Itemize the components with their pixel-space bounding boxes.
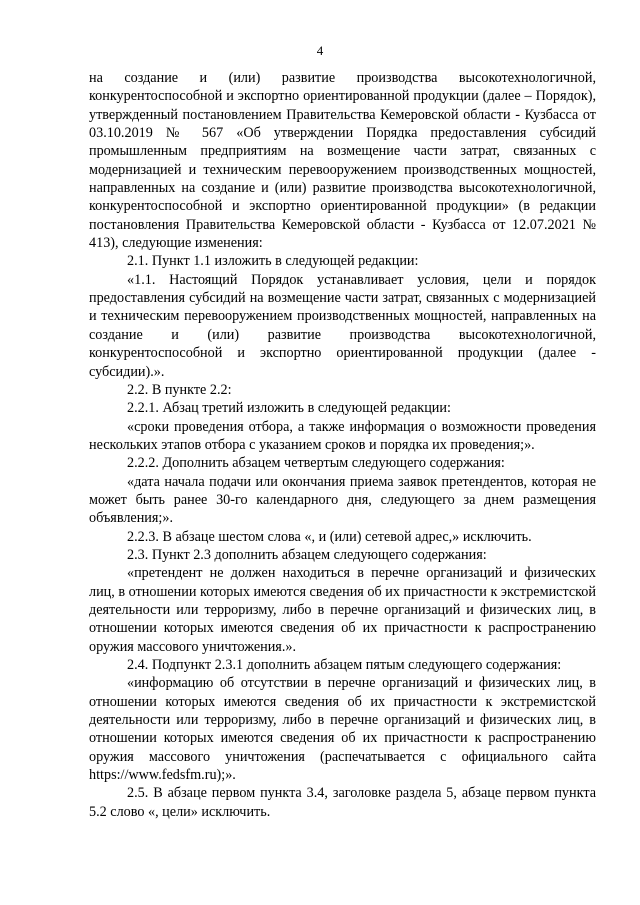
paragraph: 2.3. Пункт 2.3 дополнить абзацем следующего содержания: (127, 546, 487, 563)
paragraph: 2.2. В пункте 2.2: (127, 381, 232, 398)
paragraph: 2.1. Пункт 1.1 изложить в следующей редакции: (127, 253, 419, 270)
document-body (89, 69, 596, 821)
paragraph: 2.2.1. Абзац третий изложить в следующей редакции: (127, 400, 451, 417)
paragraph: 2.4. Подпункт 2.3.1 дополнить абзацем пятым следующего содержания: (127, 657, 562, 673)
paragraph: «претендент не должен находиться в перечне организаций и физических лиц, в отношении которых имеются сведения об их причастности к экстремистской деятельности или терроризму, либо в перечне организаций и физических лиц, в отношении которых имеются сведения об их причастности к распространению оружия массового уничтожения.». (89, 565, 596, 655)
page-number: 4 (316, 43, 324, 58)
paragraph: на создание и (или) развитие производства высокотехнологичной, конкурентоспособной и экспортно ориентированной продукции (далее – Порядок), утвержденный постановлением Правительства Кемеровской области - Кузбасса от 03.10.2019 № 567 «Об утверждении Порядка предоставления субсидий промышленным предприятиям на возмещение части затрат, связанных с модернизацией и техническим перевооружением производственных мощностей, направленных на создание и (или) развитие производства высокотехнологичной, конкурентоспособной и экспортно ориентированной продукции» (в редакции постановления Правительства Кемеровской области - Кузбасса от 12.07.2021 № 413), следующие изменения: (89, 70, 596, 252)
paragraph: 2.2.2. Дополнить абзацем четвертым следующего содержания: (127, 455, 505, 472)
paragraph: 2.2.3. В абзаце шестом слова «, и (или) сетевой адрес,» исключить. (127, 528, 532, 545)
paragraph: «сроки проведения отбора, а также информация о возможности проведения нескольких этапов отбора с указанием сроков и порядка их проведения;». (89, 418, 596, 453)
paragraph: «информацию об отсутствии в перечне организаций и физических лиц, в отношении которых имеются сведения об их причастности к экстремистской деятельности или терроризму, либо в перечне организаций и физических лиц, в отношении которых имеются сведения об их причастности к распространению оружия массового уничтожения (распечатывается с официального сайта https://www.fedsfm.ru);». (89, 675, 596, 784)
paragraph: «1.1. Настоящий Порядок устанавливает условия, цели и порядок предоставления субсидий на возмещение части затрат, связанных с модернизацией и техническим перевооружением производственных мощностей, направленных на создание и (или) развитие производства высокотехнологичной, конкурентоспособной и экспортно ориентированной продукции (далее - субсидии).». (89, 271, 596, 380)
paragraph: 2.5. В абзаце первом пункта 3.4, заголовке раздела 5, абзаце первом пункта 5.2 слово «, цели» исключить. (89, 785, 596, 820)
paragraph: «дата начала подачи или окончания приема заявок претендентов, которая не может быть ранее 30-го календарного дня, следующего за днем размещения объявления;». (89, 473, 596, 527)
